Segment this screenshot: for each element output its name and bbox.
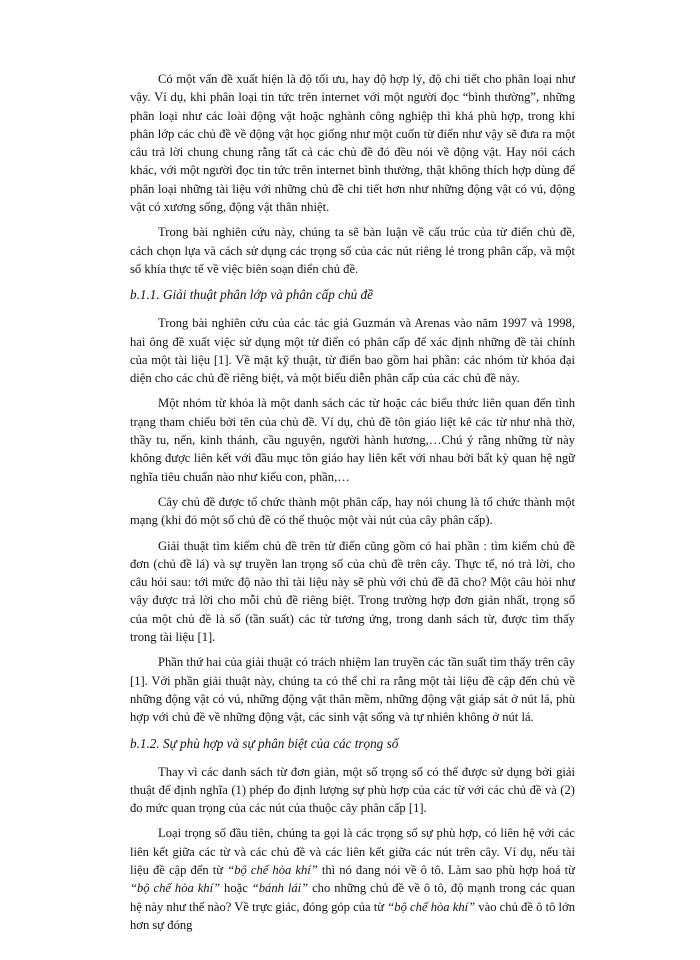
text-run: cho những chủ đề về ô tô, độ mạnh trong các quan hệ này như thế nào? Về trực giác, đóng góp của từ [130,881,576,914]
paragraph-guzman-arenas: Trong bài nghiên cứu của các tác giả Guzmán và Arenas vào năm 1997 và 1998, hai ông đề xuất việc sử dụng một từ điển có phân cấp để xác định những đề tài chính của một tài liệu [1]. Về mặt kỹ thuật, từ điển bao gồm hai phần: các nhóm từ khóa đại diện cho các chủ đề riêng biệt, và một biểu diễn phân cấp của các chủ đề này. [130,316,575,386]
paragraph-intro-scope: Trong bài nghiên cứu này, chúng ta sẽ bàn luận về cấu trúc của từ điển chủ đề, cách chọn lựa và cách sử dụng các trọng số của các nút riêng lẻ trong phân cấp, và một số khía thực tế về việc biên soạn điển chủ đề. [130,225,575,276]
paragraph-keyword-group: Một nhóm từ khóa là một danh sách các từ hoặc các biểu thức liên quan đến tình trạng tham chiếu bởi tên của chủ đề. Ví dụ, chủ đề tôn giáo liệt kê các từ như nhà thờ, thầy tu, nến, kinh thánh, cầu nguyện, người hành hương,…Chú ý rằng những từ này không được liên kết với đầu mục tôn giáo hay liên kết với nhau bởi bất kỳ quan hệ ngữ nghĩa tiêu chuẩn nào như kiểu con, phần,… [130,396,575,484]
emphasis-term: “bộ chế hòa khí” [130,881,221,896]
paragraph-search-algorithm: Giải thuật tìm kiếm chủ đề trên từ điển cũng gồm có hai phần : tìm kiếm chủ đề đơn (chủ đề lá) và sự truyền lan trọng số của chủ đề trên cây. Thực tế, nó trả lời, cho câu hỏi sau: tới mức độ nào thì tài liệu này sẽ phù với chủ đề đã cho? Một câu hỏi như vậy được trả lời cho mỗi chủ đề riêng biệt. Trong trường hợp đơn giản nhất, trọng số của một chủ đề là số (tần suất) các từ tương ứng, trong danh sách từ, được tìm thấy trong tài liệu [1]. [130,538,575,645]
text-run: thì nó đang nói về ô tô. Làm sao phù hợp hoá từ [317,862,575,877]
text-run: vào chủ đề ô tô lớn hơn sự đóng [130,899,575,932]
section-heading-b12: b.1.2. Sự phù hợp và sự phân biệt của các trọng số [130,735,399,751]
emphasis-term: “bộ chế hòa khí” [227,862,318,877]
paragraph-weights: Thay vì các danh sách từ đơn giản, một số trọng số có thể được sử dụng bởi giải thuật để định nghĩa (1) phép đo định lượng sự phù hợp của các từ với các chủ đề và (2) đo mức quan trọng của các nút của thuộc cây phân cấp [1]. [130,764,575,816]
section-heading-b11: b.1.1. Giải thuật phân lớp và phân cấp chủ đề [130,287,373,303]
paragraph-topic-tree: Cây chủ đề được tổ chức thành một phân cấp, hay nói chung là tổ chức thành một mạng (khi đó một số chủ đề có thể thuộc một vài nút của cây phân cấp). [130,494,575,528]
document-page [130,70,575,941]
paragraph-relevance-weights [130,824,575,934]
emphasis-term: “bánh lái” [251,881,309,896]
text-run: Loại trọng số đầu tiên, chúng ta gọi là các trọng số sự phù hợp, có liên hệ với các liên kết giữa các từ và các chủ đề và các liên kết giữa các nút trên cây. Ví dụ, nếu tài liệu đề cập đến từ [130,826,575,877]
paragraph-intro-optimality: Có một vấn đề xuất hiện là độ tối ưu, hay độ hợp lý, độ chi tiết cho phân loại như vậy. Ví dụ, khi phân loại tin tức trên internet với một người đọc “bình thường”, những phân loại như các loài động vật hoặc nghành công nghiệp thì khá phù hợp, trong khi phân lớp các chủ đề về động vật học giống như một cuốn từ điển như vậy sẽ đưa ra một câu trả lời chung chung rằng tất cả các chủ đề đó đều nói về động vật. Hay nói cách khác, với một người đọc tin tức trên internet bình thường, thật không thích hợp dùng để phân loại những tài liệu với những chủ đề chi tiết hơn như những động vật có vú, động vật có xương sống, động vật thân nhiệt. [130,72,575,215]
text-run: hoặc [220,881,252,896]
emphasis-term: “bộ chế hòa khí” [387,899,476,914]
paragraph-propagation: Phần thứ hai của giải thuật có trách nhiệm lan truyền các tần suất tìm thấy trên cây [1]. Với phần giải thuật này, chúng ta có thể chỉ ra rằng một tài liệu đề cập đến chủ về những động vật có vú, những động vật thân mềm, những động vật giáp sát ở nút lá, phù hợp với chủ đề về những động vật, các sinh vật sống và tự nhiên không ở nút lá. [130,655,575,725]
